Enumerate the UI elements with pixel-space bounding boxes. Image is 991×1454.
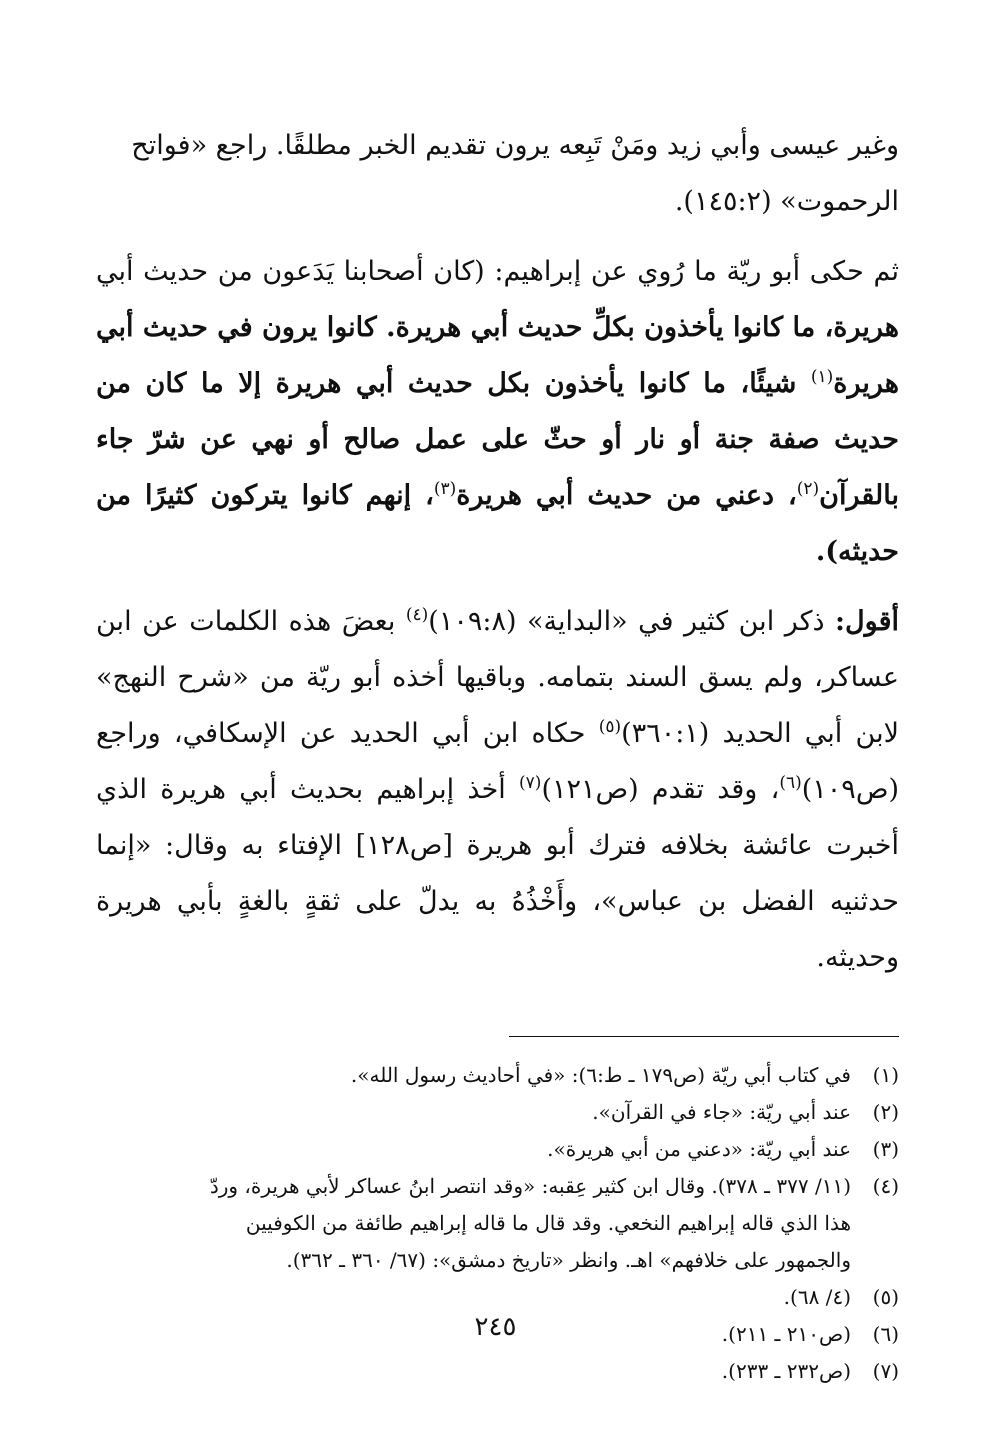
quote-part-2: شيئًا، ما كانوا يأخذون بكل حديث أبي هريرة إلا ما كان من حديث صفة جنة أو نار أو حثّ على عمل صالح أو نهي عن شرّ جاء بالقرآن bbox=[96, 368, 899, 511]
footnote-text: عند أبي ريّة: «دعني من أبي هريرة». bbox=[547, 1137, 851, 1161]
footnote-ref-7[interactable]: (٧) bbox=[519, 773, 542, 793]
footnote-ref-4[interactable]: (٤) bbox=[405, 605, 429, 625]
paragraph-1-line-2: الرحموت» (١٤٥:٢). bbox=[674, 186, 899, 217]
page-number: ٢٤٥ bbox=[474, 1312, 517, 1342]
footnote-number: (١) bbox=[872, 1063, 899, 1087]
quote-part-1: هريرة، ما كانوا يأخذون بكلِّ حديث أبي هريرة. كانوا يرون في حديث أبي هريرة bbox=[96, 312, 899, 399]
footnote-4 bbox=[96, 1168, 899, 1205]
footnote-ref-3[interactable]: (٣) bbox=[433, 479, 457, 499]
quote-part-4: ، إنهم كانوا يتركون كثيرًا من حديثه). bbox=[96, 480, 899, 567]
paragraph-3-lead: أقول: bbox=[835, 606, 899, 637]
footnote-ref-6[interactable]: (٦) bbox=[779, 773, 802, 793]
paragraph-3 bbox=[96, 594, 899, 986]
footnote-text: (ص٢٣٢ ـ ٢٣٣). bbox=[721, 1359, 851, 1383]
footnote-4-continuation-1: هذا الذي قاله إبراهيم النخعي. وقد قال ما قاله إبراهيم طائفة من الكوفيين bbox=[245, 1211, 851, 1235]
paragraph-3-text-5: أخذ إبراهيم بحديث أبي هريرة الذي أخبرت عائشة بخلافه فترك أبو هريرة [ص١٢٨] الإفتاء به وقال: «إنما حدثنيه الفضل بن عباس»، وأَخْذُهُ به يدلّ على ثقةٍ بالغةٍ بأبي هريرة وحديثه. bbox=[96, 774, 899, 973]
footnote-2 bbox=[96, 1094, 899, 1131]
footnote-text: عند أبي ريّة: «جاء في القرآن». bbox=[592, 1100, 851, 1124]
quote-part-3: ، دعني من حديث أبي هريرة bbox=[456, 480, 797, 511]
footnote-number: (٧) bbox=[872, 1359, 899, 1383]
paragraph-3-text-1: ذكر ابن كثير في «البداية» (١٠٩:٨) bbox=[428, 606, 836, 637]
footnote-text: (ص٢١٠ ـ ٢١١). bbox=[721, 1322, 851, 1346]
paragraph-2-intro: ثم حكى أبو ريّة ما رُوي عن إبراهيم: (كان أصحابنا يَدَعون من حديث أبي bbox=[96, 256, 899, 287]
main-text bbox=[96, 118, 899, 986]
paragraph-3-text-4: ، وقد تقدم (ص١٢١) bbox=[541, 774, 780, 805]
paragraph-1 bbox=[96, 118, 899, 230]
footnote-number: (٦) bbox=[872, 1322, 899, 1346]
footnote-4-continuation-2: والجمهور على خلافهم» اهـ. وانظر «تاريخ دمشق»: (٦٧/ ٣٦٠ ـ ٣٦٢). bbox=[286, 1248, 851, 1272]
footnote-text: في كتاب أبي ريّة (ص١٧٩ ـ ط:٦): «في أحاديث رسول الله». bbox=[350, 1063, 851, 1087]
footnote-number: (٢) bbox=[872, 1100, 899, 1124]
footnote-divider bbox=[509, 1036, 899, 1037]
paragraph-3-text-2: بعضَ هذه الكلمات عن ابن عساكر، ولم يسق السند بتمامه. وباقيها أخذه أبو ريّة من «شرح النهج» لابن أبي الحديد (٣٦٠:١) bbox=[96, 606, 899, 749]
footnote-ref-1[interactable]: (١) bbox=[810, 367, 834, 387]
footnote-text: (١١/ ٣٧٧ ـ ٣٧٨). وقال ابن كثير عِقبه: «وقد انتصر ابنُ عساكر لأبي هريرة، وردّ bbox=[209, 1174, 851, 1198]
paragraph-1-line-1: وغير عيسى وأبي زيد ومَنْ تَبِعه يرون تقديم الخبر مطلقًا. راجع «فواتح bbox=[131, 130, 899, 161]
footnote-number: (٤) bbox=[872, 1174, 899, 1198]
footnote-3 bbox=[96, 1131, 899, 1168]
footnote-text: (٤/ ٦٨). bbox=[783, 1285, 851, 1309]
footnote-5 bbox=[96, 1279, 899, 1316]
paragraph-2 bbox=[96, 244, 899, 580]
paragraph-3-text-3: حكاه ابن أبي الحديد عن الإسكافي، وراجع (ص١٠٩) bbox=[96, 718, 899, 805]
footnote-1 bbox=[96, 1057, 899, 1094]
footnote-number: (٥) bbox=[872, 1285, 899, 1309]
footnote-ref-5[interactable]: (٥) bbox=[598, 717, 622, 737]
footnote-7 bbox=[96, 1353, 899, 1390]
footnote-ref-2[interactable]: (٢) bbox=[796, 479, 820, 499]
footnote-number: (٣) bbox=[872, 1137, 899, 1161]
